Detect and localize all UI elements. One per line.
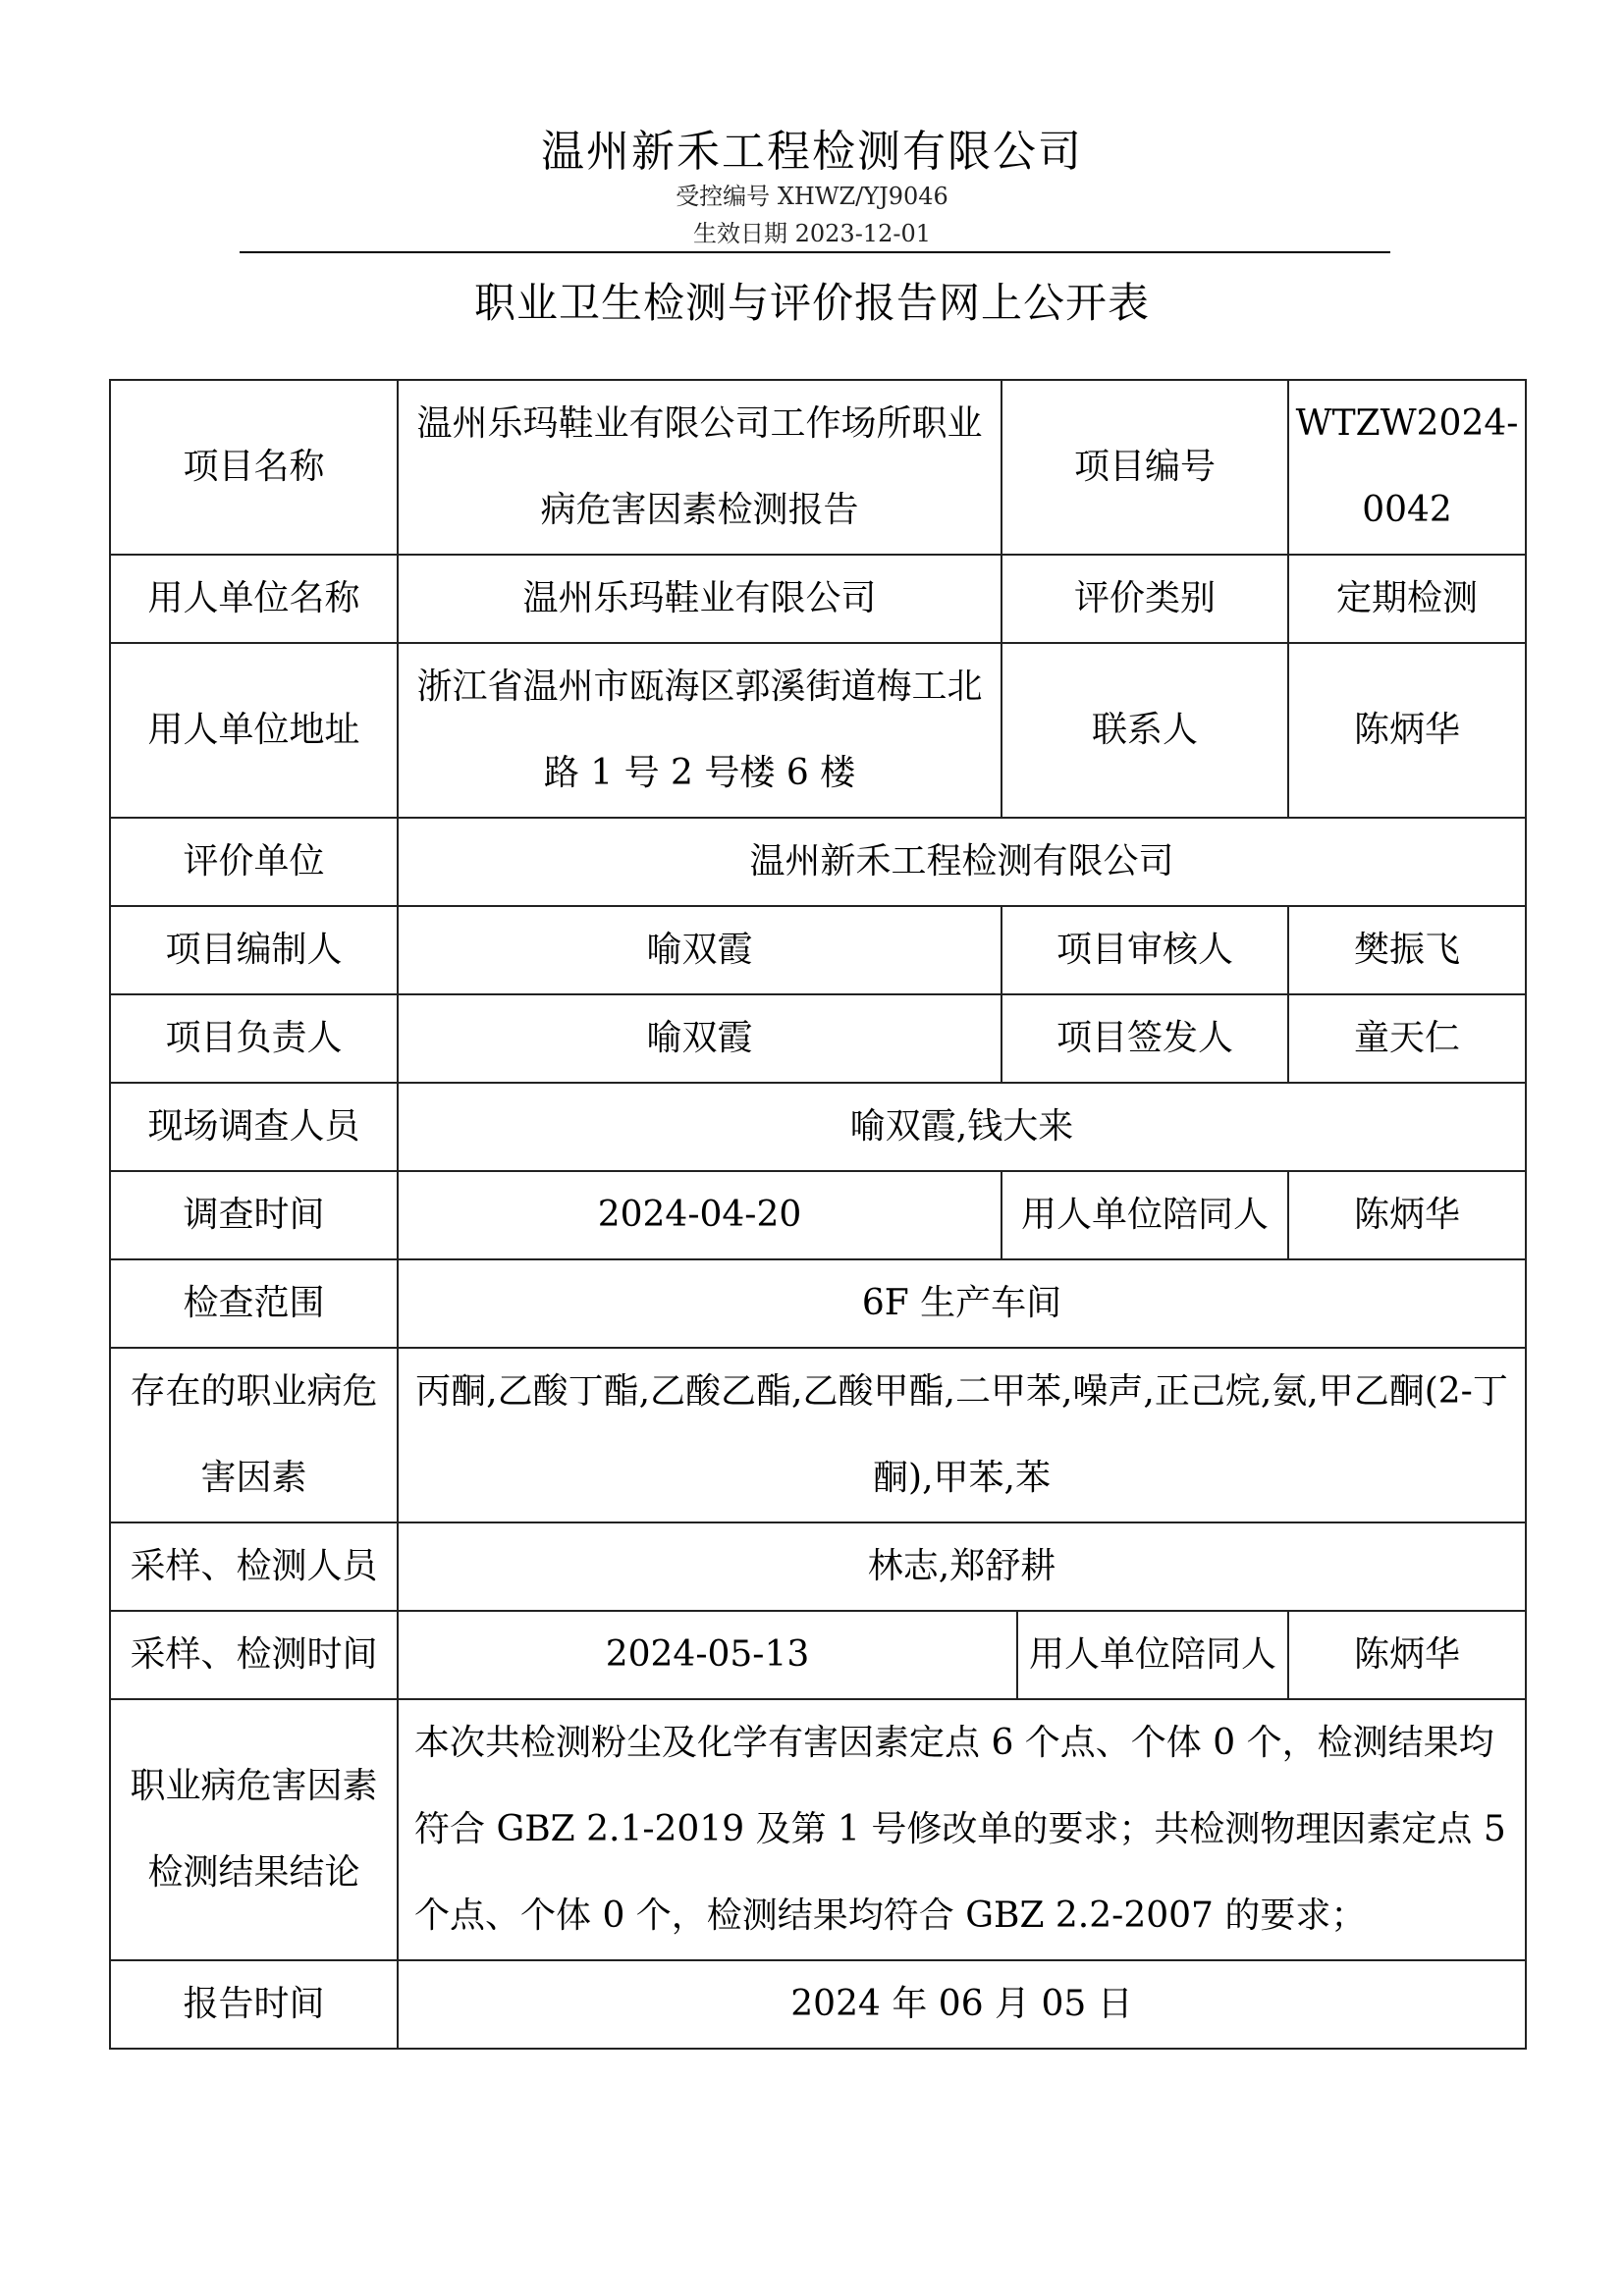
project-no-label: 项目编号	[1001, 380, 1288, 555]
scope-label: 检查范围	[110, 1259, 398, 1348]
row-report-time	[110, 1960, 1526, 2049]
reviewer: 樊振飞	[1288, 906, 1526, 994]
contact-label: 联系人	[1001, 643, 1288, 818]
sample-time: 2024-05-13	[398, 1611, 1017, 1699]
employer-label: 用人单位名称	[110, 555, 398, 643]
row-address	[110, 643, 1526, 818]
company-name: 温州新禾工程检测有限公司	[541, 127, 1083, 177]
contact: 陈炳华	[1288, 643, 1526, 818]
address-label: 用人单位地址	[110, 643, 398, 818]
survey-time: 2024-04-20	[398, 1171, 1001, 1259]
companion: 陈炳华	[1288, 1171, 1526, 1259]
row-survey-time	[110, 1171, 1526, 1259]
surveyors-label: 现场调查人员	[110, 1083, 398, 1171]
issuer-label: 项目签发人	[1001, 994, 1288, 1083]
report-time-label: 报告时间	[110, 1960, 398, 2049]
eval-type-label: 评价类别	[1001, 555, 1288, 643]
compiler-label: 项目编制人	[110, 906, 398, 994]
disclosure-table	[109, 379, 1527, 2050]
row-sample-time	[110, 1611, 1526, 1699]
issuer: 童天仁	[1288, 994, 1526, 1083]
survey-time-label: 调查时间	[110, 1171, 398, 1259]
hazards-label: 存在的职业病危害因素	[110, 1348, 398, 1522]
companion-label: 用人单位陪同人	[1001, 1171, 1288, 1259]
row-samplers	[110, 1522, 1526, 1611]
row-compiler	[110, 906, 1526, 994]
header-divider	[240, 251, 1390, 253]
conclusion: 本次共检测粉尘及化学有害因素定点 6 个点、个体 0 个，检测结果均符合 GBZ 2.1-2019 及第 1 号修改单的要求；共检测物理因素定点 5 个点、个体 0 个，检测结果均符合 GBZ 2.2-2007 的要求；	[398, 1699, 1526, 1960]
scope: 6F 生产车间	[398, 1259, 1526, 1348]
row-conclusion	[110, 1699, 1526, 1960]
project-no: WTZW2024-0042	[1288, 380, 1526, 555]
leader-label: 项目负责人	[110, 994, 398, 1083]
hazards: 丙酮,乙酸丁酯,乙酸乙酯,乙酸甲酯,二甲苯,噪声,正己烷,氨,甲乙酮(2-丁酮),甲苯,苯	[398, 1348, 1526, 1522]
effective-date: 生效日期 2023-12-01	[692, 220, 931, 247]
companion: 陈炳华	[1288, 1611, 1526, 1699]
row-surveyors	[110, 1083, 1526, 1171]
reviewer-label: 项目审核人	[1001, 906, 1288, 994]
row-scope	[110, 1259, 1526, 1348]
companion-label: 用人单位陪同人	[1017, 1611, 1288, 1699]
row-hazards	[110, 1348, 1526, 1522]
row-eval-unit	[110, 818, 1526, 906]
eval-unit-label: 评价单位	[110, 818, 398, 906]
row-employer	[110, 555, 1526, 643]
conclusion-label: 职业病危害因素检测结果结论	[110, 1699, 398, 1960]
control-number: 受控编号 XHWZ/YJ9046	[676, 183, 948, 210]
page-title: 职业卫生检测与评价报告网上公开表	[473, 279, 1150, 327]
sample-time-label: 采样、检测时间	[110, 1611, 398, 1699]
eval-unit: 温州新禾工程检测有限公司	[398, 818, 1526, 906]
address: 浙江省温州市瓯海区郭溪街道梅工北路 1 号 2 号楼 6 楼	[398, 643, 1001, 818]
compiler: 喻双霞	[398, 906, 1001, 994]
employer: 温州乐玛鞋业有限公司	[398, 555, 1001, 643]
leader: 喻双霞	[398, 994, 1001, 1083]
row-project	[110, 380, 1526, 555]
surveyors: 喻双霞,钱大来	[398, 1083, 1526, 1171]
project-name: 温州乐玛鞋业有限公司工作场所职业病危害因素检测报告	[398, 380, 1001, 555]
samplers-label: 采样、检测人员	[110, 1522, 398, 1611]
report-time: 2024 年 06 月 05 日	[398, 1960, 1526, 2049]
project-name-label: 项目名称	[110, 380, 398, 555]
row-leader	[110, 994, 1526, 1083]
eval-type: 定期检测	[1288, 555, 1526, 643]
samplers: 林志,郑舒耕	[398, 1522, 1526, 1611]
